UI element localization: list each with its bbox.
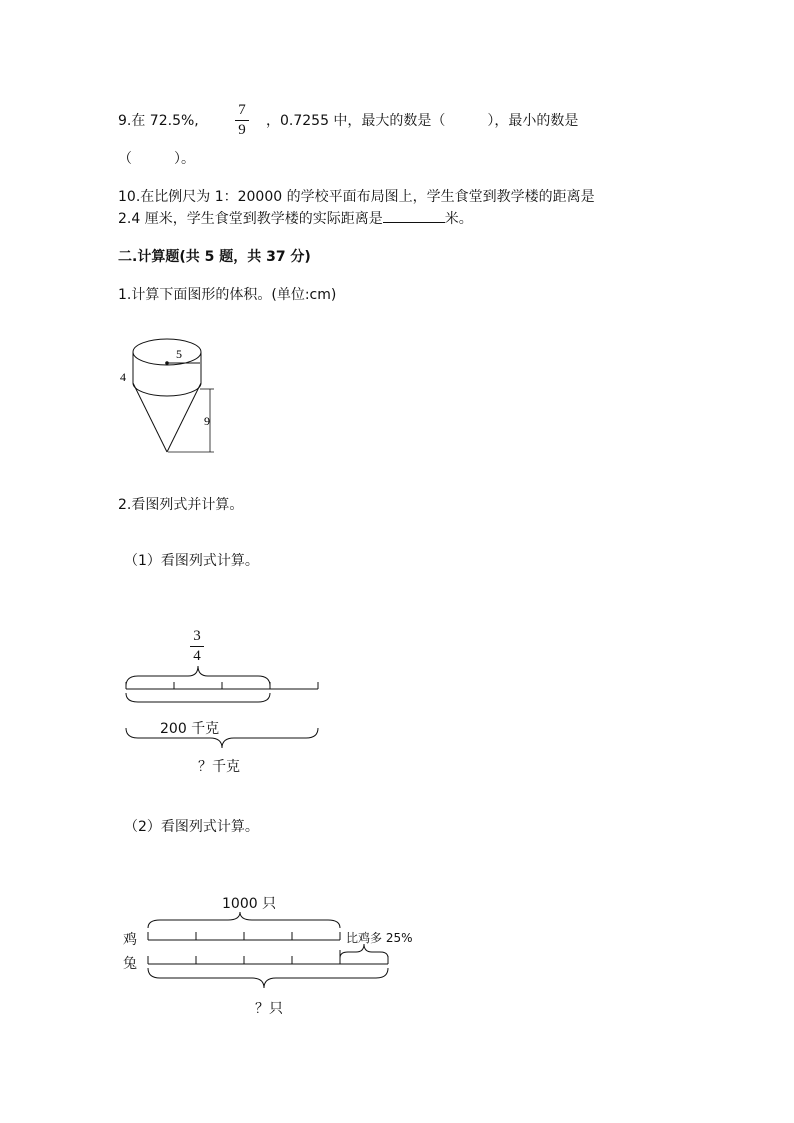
q9-prefix: 9.在 72.5%, xyxy=(118,113,199,129)
section-title: 二.计算题(共 5 题，共 37 分) xyxy=(118,249,311,265)
calc2-question: 2.看图列式并计算。 xyxy=(118,497,244,513)
fraction-bar xyxy=(190,646,204,647)
q9-suffix: ，0.7255 中，最大的数是（ ），最小的数是 xyxy=(266,113,579,129)
cylinder-bottom-edge xyxy=(133,383,201,396)
part1-line-diagram xyxy=(118,660,328,750)
q10-line2-prefix: 2.4 厘米，学生食堂到教学楼的实际距离是 xyxy=(118,211,383,227)
radius-label: 5 xyxy=(176,347,182,361)
q9-fraction-denominator: 9 xyxy=(238,122,246,138)
calc1-question: 1.计算下面图形的体积。(单位:cm) xyxy=(118,287,337,303)
answer-blank[interactable] xyxy=(383,208,445,223)
cone-right-edge xyxy=(167,383,201,452)
q10-line2 xyxy=(118,208,473,228)
calc2-part1-question: （1）看图列式计算。 xyxy=(124,553,259,569)
fraction-bar xyxy=(235,120,249,121)
label-rabbit: 兔 xyxy=(123,956,137,972)
cone-height-label: 9 xyxy=(204,414,210,428)
part1-fraction-denominator: 4 xyxy=(193,648,201,664)
label-unknown-count: ？只 xyxy=(255,1001,283,1017)
q9-line2: （ ）。 xyxy=(118,151,195,167)
q10-line2-suffix: 米。 xyxy=(444,211,473,227)
calc2-part2-question: （2）看图列式计算。 xyxy=(124,819,259,835)
label-chicken: 鸡 xyxy=(123,932,137,948)
middle-brace xyxy=(126,693,270,702)
cylinder-top xyxy=(133,339,201,365)
bottom-brace xyxy=(126,728,318,748)
top-brace-1000 xyxy=(148,912,340,928)
cylinder-height-label: 4 xyxy=(120,370,126,384)
extra-brace xyxy=(340,944,388,958)
cylinder-cone-figure xyxy=(110,330,230,460)
part2-line-diagram xyxy=(140,908,400,998)
q10-line1: 10.在比例尺为 1：20000 的学校平面布局图上，学生食堂到教学楼的距离是 xyxy=(118,189,595,205)
bottom-brace-total xyxy=(148,968,388,988)
label-more-than-chicken: 比鸡多 25% xyxy=(346,931,413,945)
label-1000: 1000 只 xyxy=(222,896,277,912)
part1-fraction-numerator: 3 xyxy=(193,628,201,644)
q9-fraction-numerator: 7 xyxy=(238,102,246,118)
q9-fraction xyxy=(232,102,252,139)
label-unknown-kg: ？千克 xyxy=(198,759,240,775)
cone-left-edge xyxy=(133,383,167,452)
top-brace xyxy=(126,666,270,686)
label-200kg: 200 千克 xyxy=(160,721,220,737)
